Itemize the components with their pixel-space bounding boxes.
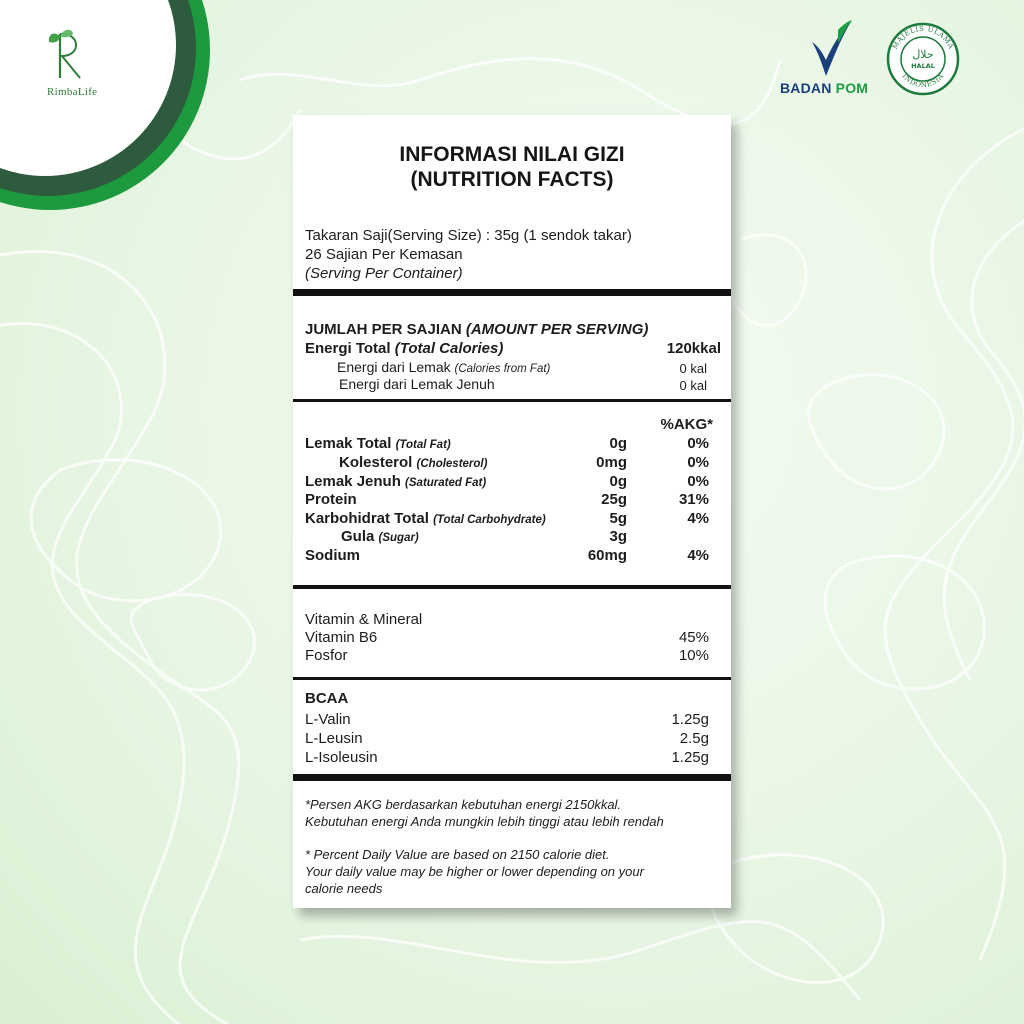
- fat-cal-label-id: Energi dari Lemak: [337, 359, 455, 375]
- fat-cal-label-en: (Calories from Fat): [454, 363, 551, 375]
- label-title-id: INFORMASI NILAI GIZI: [399, 143, 625, 166]
- badan-pom-text-right: POM: [835, 80, 869, 96]
- nutrient-amount: 60mg: [587, 547, 627, 564]
- nutrient-akg: 0%: [687, 454, 709, 471]
- nutrient-akg: 4%: [687, 547, 709, 564]
- energy-label-id: Energi Total: [305, 340, 395, 357]
- divider: [293, 677, 731, 680]
- brand-name: RimbaLife: [47, 86, 98, 98]
- nutrient-akg: 0%: [687, 435, 709, 452]
- servings-per-container: 26 Sajian Per Kemasan: [305, 246, 463, 263]
- akg-header: %AKG*: [660, 416, 713, 433]
- badan-pom-icon: [808, 16, 854, 82]
- nutrient-amount: 25g: [601, 491, 627, 508]
- divider-thick: [293, 289, 731, 296]
- halal-ring-bottom: INDONESIA: [900, 72, 946, 90]
- nutrient-row-total-fat: Lemak Total (Total Fat): [305, 435, 451, 452]
- servings-per-container-en: (Serving Per Container): [305, 265, 463, 282]
- nutrient-amount: 0g: [609, 473, 627, 490]
- energy-total-value: 120kkal: [666, 340, 721, 357]
- bcaa-header: BCAA: [305, 690, 349, 707]
- bcaa-amount: 1.25g: [671, 711, 709, 728]
- vitamin-row-phosphor: Fosfor: [305, 647, 348, 664]
- halal-ring-top: MAJELIS ULAMA: [890, 24, 955, 51]
- vitamin-row-b6: Vitamin B6: [305, 629, 378, 646]
- bcaa-amount: 1.25g: [671, 749, 709, 766]
- nutrient-row-total-carbohydrate: Karbohidrat Total (Total Carbohydrate): [305, 510, 546, 527]
- bcaa-row-isoleucine: L-Isoleusin: [305, 749, 378, 766]
- nutrient-row-sugar: Gula (Sugar): [341, 528, 419, 545]
- nutrient-amount: 3g: [609, 528, 627, 545]
- nutrient-row-cholesterol: Kolesterol (Cholesterol): [339, 454, 488, 471]
- badan-pom-text: [780, 80, 868, 96]
- footnote-en-line3: calorie needs: [305, 881, 383, 896]
- label-title-en: (NUTRITION FACTS): [410, 168, 614, 191]
- nutrient-amount: 5g: [609, 510, 627, 527]
- amount-per-serving-header: [305, 321, 648, 338]
- nutrient-akg: 0%: [687, 473, 709, 490]
- divider: [293, 399, 731, 402]
- bcaa-amount: 2.5g: [679, 730, 709, 747]
- nutrient-row-saturated-fat: Lemak Jenuh (Saturated Fat): [305, 473, 487, 490]
- nutrient-akg: 4%: [687, 510, 709, 527]
- nutrient-row-protein: Protein: [305, 491, 357, 508]
- serving-size: Takaran Saji(Serving Size) : 35g (1 sendok takar): [305, 227, 632, 244]
- calories-from-fat-value: 0 kal: [679, 361, 707, 376]
- vitamin-mineral-header: Vitamin & Mineral: [305, 611, 423, 628]
- calories-from-satfat-value: 0 kal: [679, 378, 707, 393]
- energy-total-label: [305, 340, 503, 357]
- energy-label-en: (Total Calories): [394, 340, 504, 357]
- nutrient-row-sodium: Sodium: [305, 547, 360, 564]
- calories-from-fat-label: [337, 359, 550, 375]
- rimbalife-logo-icon: [46, 26, 86, 84]
- halal-seal-icon: [886, 22, 960, 96]
- amount-header-id: JUMLAH PER SAJIAN: [305, 321, 466, 338]
- nutrition-facts-label: [293, 115, 731, 908]
- footnote-en-line2: Your daily value may be higher or lower depending on your: [305, 864, 644, 879]
- bcaa-row-leucine: L-Leusin: [305, 730, 363, 747]
- halal-word: HALAL: [911, 62, 935, 70]
- divider: [293, 585, 731, 589]
- nutrient-akg: 31%: [678, 491, 709, 508]
- divider-thick: [293, 774, 731, 781]
- badan-pom-text-left: BADAN: [780, 80, 836, 96]
- nutrient-amount: 0mg: [596, 454, 627, 471]
- bcaa-row-valine: L-Valin: [305, 711, 351, 728]
- nutrient-amount: 0g: [609, 435, 627, 452]
- halal-arabic: حلال: [912, 48, 934, 61]
- vitamin-akg: 45%: [678, 629, 709, 646]
- calories-from-satfat-label: Energi dari Lemak Jenuh: [339, 376, 495, 392]
- footnote-id-line1: *Persen AKG berdasarkan kebutuhan energi 2150kkal.: [305, 797, 622, 812]
- footnote-id-line2: Kebutuhan energi Anda mungkin lebih tinggi atau lebih rendah: [305, 814, 664, 829]
- amount-header-en: (AMOUNT PER SERVING): [465, 321, 649, 338]
- footnote-en-line1: * Percent Daily Value are based on 2150 calorie diet.: [305, 847, 610, 862]
- vitamin-akg: 10%: [678, 647, 709, 664]
